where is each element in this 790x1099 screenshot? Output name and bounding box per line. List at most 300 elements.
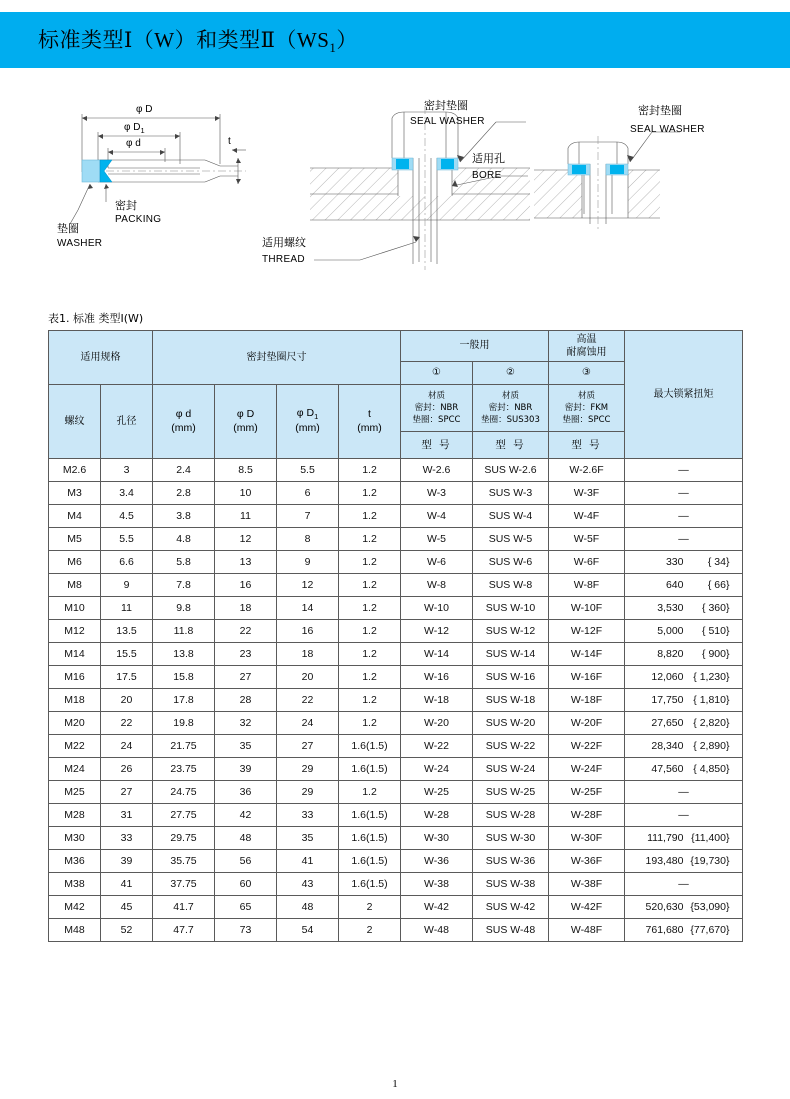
- cell-model-1: W-14: [401, 643, 473, 666]
- cell-thickness: 1.6(1.5): [339, 850, 401, 873]
- torque-bracket: { 900}: [702, 648, 730, 660]
- cell-outer-diameter: 65: [215, 896, 277, 919]
- cell-thickness: 1.2: [339, 551, 401, 574]
- header-col-pitch-diameter-unit: (mm): [295, 422, 320, 435]
- header-material-3-line2: 密封：FKM: [564, 402, 609, 413]
- cell-outer-diameter: 56: [215, 850, 277, 873]
- header-col-bore: 孔径: [101, 385, 153, 459]
- cell-pitch-diameter: 20: [277, 666, 339, 689]
- cell-thread: M48: [49, 919, 101, 942]
- torque-bracket: {11,400}: [691, 832, 730, 844]
- cell-thickness: 1.6(1.5): [339, 827, 401, 850]
- header-material-1: [401, 385, 473, 432]
- cell-thickness: 1.2: [339, 574, 401, 597]
- header-material-1-line1: 材质: [427, 390, 445, 401]
- torque-bracket: { 2,890}: [693, 740, 730, 752]
- figure-cross-section: [57, 92, 260, 262]
- cell-bore: 41: [101, 873, 153, 896]
- cell-model-2: SUS W-16: [473, 666, 549, 689]
- cell-model-1: W-38: [401, 873, 473, 896]
- cell-max-torque: [625, 896, 743, 919]
- cell-thread: M10: [49, 597, 101, 620]
- cell-model-3: W-22F: [549, 735, 625, 758]
- cell-thread: M5: [49, 528, 101, 551]
- cell-inner-diameter: 2.4: [153, 459, 215, 482]
- header-mark-1: ①: [401, 362, 473, 385]
- torque-bracket: {77,670}: [690, 924, 730, 936]
- cell-model-3: W-30F: [549, 827, 625, 850]
- table-row: [49, 528, 743, 551]
- torque-dash: —: [678, 510, 689, 522]
- cell-model-3: W-48F: [549, 919, 625, 942]
- cell-thickness: 2: [339, 919, 401, 942]
- torque-newton: 28,340: [651, 740, 684, 752]
- header-material-3-line3: 垫圈：SPCC: [562, 415, 611, 426]
- cell-pitch-diameter: 14: [277, 597, 339, 620]
- cell-model-2: SUS W-3: [473, 482, 549, 505]
- cell-thread: M28: [49, 804, 101, 827]
- cell-model-2: SUS W-18: [473, 689, 549, 712]
- page-title-main: 标准类型Ⅰ（W）和类型Ⅱ（WS: [38, 28, 330, 52]
- cell-bore: 4.5: [101, 505, 153, 528]
- cell-max-torque: [625, 459, 743, 482]
- cell-bore: 17.5: [101, 666, 153, 689]
- header-col-inner-diameter-unit: (mm): [171, 421, 196, 434]
- cell-inner-diameter: 7.8: [153, 574, 215, 597]
- torque-bracket: { 510}: [702, 625, 730, 637]
- header-col-outer-diameter-symbol: φ D: [236, 407, 255, 420]
- cell-model-3: W-24F: [549, 758, 625, 781]
- cell-thickness: 1.2: [339, 689, 401, 712]
- cell-bore: 27: [101, 781, 153, 804]
- table-row: [49, 758, 743, 781]
- cell-model-2: SUS W-22: [473, 735, 549, 758]
- header-material-1-line2: 密封：NBR: [414, 402, 459, 413]
- dimension-label-pitch-diameter-sub: 1: [140, 126, 145, 135]
- torque-dash: —: [678, 878, 689, 890]
- header-group-general: 一般用: [401, 331, 549, 362]
- cell-model-2: SUS W-5: [473, 528, 549, 551]
- cell-thickness: 1.2: [339, 505, 401, 528]
- seal-washer-label-cn: 密封垫圈: [424, 99, 468, 112]
- cell-max-torque: [625, 758, 743, 781]
- header-col-thickness-symbol: t: [368, 407, 371, 420]
- cell-model-2: SUS W-25: [473, 781, 549, 804]
- cell-max-torque: [625, 804, 743, 827]
- header-group-hightemp: [549, 331, 625, 362]
- cell-outer-diameter: 28: [215, 689, 277, 712]
- cell-bore: 31: [101, 804, 153, 827]
- torque-newton: 761,680: [645, 924, 684, 936]
- cell-max-torque: [625, 827, 743, 850]
- cell-max-torque: [625, 643, 743, 666]
- cell-model-2: SUS W-38: [473, 873, 549, 896]
- cell-model-2: SUS W-2.6: [473, 459, 549, 482]
- cell-model-2: SUS W-6: [473, 551, 549, 574]
- cell-model-3: W-3F: [549, 482, 625, 505]
- cell-model-3: W-14F: [549, 643, 625, 666]
- cell-inner-diameter: 27.75: [153, 804, 215, 827]
- header-group-hightemp-line1: 高温: [576, 333, 597, 345]
- torque-dash: —: [678, 487, 689, 499]
- cell-model-3: W-4F: [549, 505, 625, 528]
- dimension-label-pitch-diameter: [124, 122, 145, 135]
- cell-pitch-diameter: 22: [277, 689, 339, 712]
- table-caption: 表1. 标准 类型Ⅰ(W): [48, 312, 144, 325]
- torque-bracket: {53,090}: [690, 901, 730, 913]
- cell-model-1: W-3: [401, 482, 473, 505]
- cell-max-torque: [625, 505, 743, 528]
- cell-pitch-diameter: 29: [277, 781, 339, 804]
- header-torque: 最大锁紧扭矩: [625, 331, 743, 459]
- cell-model-1: W-16: [401, 666, 473, 689]
- cell-outer-diameter: 27: [215, 666, 277, 689]
- cell-bore: 6.6: [101, 551, 153, 574]
- cell-outer-diameter: 22: [215, 620, 277, 643]
- cell-pitch-diameter: 35: [277, 827, 339, 850]
- cell-model-3: W-20F: [549, 712, 625, 735]
- cell-inner-diameter: 11.8: [153, 620, 215, 643]
- cell-thread: M42: [49, 896, 101, 919]
- table-body: [49, 459, 743, 942]
- dimension-label-inner-diameter: φ d: [126, 138, 141, 149]
- cell-inner-diameter: 37.75: [153, 873, 215, 896]
- page-title-subscript: 1: [329, 40, 337, 56]
- thread-label-en: THREAD: [262, 254, 305, 265]
- torque-newton: 520,630: [645, 901, 684, 913]
- cell-outer-diameter: 8.5: [215, 459, 277, 482]
- torque-bracket: { 360}: [702, 602, 730, 614]
- cell-pitch-diameter: 12: [277, 574, 339, 597]
- page-number: 1: [392, 1078, 398, 1090]
- packing-label-en: PACKING: [115, 214, 162, 225]
- cell-max-torque: [625, 873, 743, 896]
- torque-newton: 47,560: [651, 763, 684, 775]
- cell-inner-diameter: 24.75: [153, 781, 215, 804]
- header-col-outer-diameter: [215, 385, 277, 459]
- cell-model-3: W-16F: [549, 666, 625, 689]
- torque-bracket: {19,730}: [690, 855, 730, 867]
- cell-thread: M36: [49, 850, 101, 873]
- cell-max-torque: [625, 574, 743, 597]
- header-material-2: [473, 385, 549, 432]
- cell-model-3: W-42F: [549, 896, 625, 919]
- cell-pitch-diameter: 18: [277, 643, 339, 666]
- table-row: [49, 459, 743, 482]
- cell-model-1: W-18: [401, 689, 473, 712]
- table-row: [49, 735, 743, 758]
- cell-inner-diameter: 21.75: [153, 735, 215, 758]
- torque-newton: 640: [665, 579, 684, 591]
- cell-inner-diameter: 17.8: [153, 689, 215, 712]
- cell-pitch-diameter: 7: [277, 505, 339, 528]
- bore-label-en: BORE: [472, 170, 502, 181]
- cell-model-3: W-36F: [549, 850, 625, 873]
- cell-model-2: SUS W-24: [473, 758, 549, 781]
- cell-model-1: W-48: [401, 919, 473, 942]
- cell-max-torque: [625, 528, 743, 551]
- cell-thread: M2.6: [49, 459, 101, 482]
- table-row: [49, 896, 743, 919]
- cell-max-torque: [625, 712, 743, 735]
- figure-row: [0, 92, 790, 292]
- header-col-thickness-unit: (mm): [357, 421, 382, 434]
- cell-model-1: W-4: [401, 505, 473, 528]
- cell-model-2: SUS W-28: [473, 804, 549, 827]
- cell-model-1: W-20: [401, 712, 473, 735]
- cell-inner-diameter: 13.8: [153, 643, 215, 666]
- seal-washer-label-en: SEAL WASHER: [410, 116, 485, 127]
- washer-label-en: WASHER: [57, 238, 103, 249]
- cell-bore: 22: [101, 712, 153, 735]
- torque-newton: 8,820: [657, 648, 684, 660]
- torque-newton: 12,060: [651, 671, 684, 683]
- cell-inner-diameter: 41.7: [153, 896, 215, 919]
- cell-pitch-diameter: 27: [277, 735, 339, 758]
- torque-dash: —: [678, 809, 689, 821]
- header-material-2-line2: 密封：NBR: [488, 402, 533, 413]
- cell-model-1: W-30: [401, 827, 473, 850]
- cell-inner-diameter: 29.75: [153, 827, 215, 850]
- cell-model-1: W-8: [401, 574, 473, 597]
- cell-inner-diameter: 3.8: [153, 505, 215, 528]
- cell-model-3: W-2.6F: [549, 459, 625, 482]
- header-model-2: 型 号: [473, 432, 549, 459]
- header-group-dimensions: 密封垫圈尺寸: [153, 331, 401, 385]
- cell-model-1: W-12: [401, 620, 473, 643]
- header-col-outer-diameter-unit: (mm): [233, 421, 258, 434]
- torque-newton: 330: [665, 556, 684, 568]
- cell-bore: 11: [101, 597, 153, 620]
- header-mark-2: ②: [473, 362, 549, 385]
- header-material-3: [549, 385, 625, 432]
- cell-pitch-diameter: 43: [277, 873, 339, 896]
- cell-bore: 45: [101, 896, 153, 919]
- cell-max-torque: [625, 781, 743, 804]
- cell-max-torque: [625, 735, 743, 758]
- cell-thread: M24: [49, 758, 101, 781]
- cell-outer-diameter: 16: [215, 574, 277, 597]
- cell-bore: 39: [101, 850, 153, 873]
- header-material-2-line3: 垫圈：SUS303: [481, 415, 540, 426]
- header-col-pitch-diameter-sub: 1: [314, 412, 319, 422]
- table-row: [49, 620, 743, 643]
- cell-model-1: W-28: [401, 804, 473, 827]
- cell-outer-diameter: 12: [215, 528, 277, 551]
- cell-thickness: 1.2: [339, 643, 401, 666]
- header-col-inner-diameter-symbol: φ d: [175, 407, 192, 420]
- header-col-pitch-diameter-symbol: φ D: [296, 407, 315, 420]
- header-col-inner-diameter: [153, 385, 215, 459]
- header-material-3-line1: 材质: [577, 390, 595, 401]
- torque-bracket: { 66}: [707, 579, 730, 591]
- torque-bracket: { 2,820}: [693, 717, 730, 729]
- cell-bore: 20: [101, 689, 153, 712]
- washer-label-cn: 垫圈: [57, 222, 79, 235]
- cell-max-torque: [625, 919, 743, 942]
- cell-bore: 33: [101, 827, 153, 850]
- torque-dash: —: [678, 786, 689, 798]
- cell-inner-diameter: 23.75: [153, 758, 215, 781]
- cell-model-2: SUS W-36: [473, 850, 549, 873]
- cell-thread: M14: [49, 643, 101, 666]
- cell-model-1: W-25: [401, 781, 473, 804]
- cell-thickness: 1.6(1.5): [339, 735, 401, 758]
- cell-pitch-diameter: 41: [277, 850, 339, 873]
- cell-thread: M38: [49, 873, 101, 896]
- table-header: [49, 331, 743, 459]
- cell-bore: 3: [101, 459, 153, 482]
- page-title: [38, 24, 358, 56]
- cell-bore: 9: [101, 574, 153, 597]
- cell-model-3: W-38F: [549, 873, 625, 896]
- torque-newton: 111,790: [647, 832, 684, 844]
- bore-label-cn: 适用孔: [472, 152, 505, 165]
- cell-max-torque: [625, 850, 743, 873]
- cell-bore: 26: [101, 758, 153, 781]
- torque-bracket: { 4,850}: [693, 763, 730, 775]
- cell-outer-diameter: 42: [215, 804, 277, 827]
- cell-thickness: 2: [339, 896, 401, 919]
- cell-inner-diameter: 5.8: [153, 551, 215, 574]
- cell-model-3: W-18F: [549, 689, 625, 712]
- torque-bracket: { 34}: [707, 556, 730, 568]
- cell-inner-diameter: 15.8: [153, 666, 215, 689]
- cell-thickness: 1.2: [339, 459, 401, 482]
- cell-inner-diameter: 47.7: [153, 919, 215, 942]
- cell-max-torque: [625, 689, 743, 712]
- torque-newton: 5,000: [657, 625, 684, 637]
- cell-model-3: W-6F: [549, 551, 625, 574]
- table-row: [49, 850, 743, 873]
- header-material-1-line3: 垫圈：SPCC: [412, 415, 461, 426]
- cell-outer-diameter: 32: [215, 712, 277, 735]
- packing-label-cn: 密封: [115, 199, 137, 212]
- cell-thickness: 1.6(1.5): [339, 804, 401, 827]
- cell-pitch-diameter: 5.5: [277, 459, 339, 482]
- cell-outer-diameter: 13: [215, 551, 277, 574]
- header-group-spec: 适用规格: [49, 331, 153, 385]
- cell-model-3: W-28F: [549, 804, 625, 827]
- cell-inner-diameter: 9.8: [153, 597, 215, 620]
- cell-model-2: SUS W-42: [473, 896, 549, 919]
- cell-outer-diameter: 48: [215, 827, 277, 850]
- cell-inner-diameter: 4.8: [153, 528, 215, 551]
- cell-bore: 24: [101, 735, 153, 758]
- torque-dash: —: [678, 533, 689, 545]
- cell-thickness: 1.6(1.5): [339, 873, 401, 896]
- cell-thread: M6: [49, 551, 101, 574]
- cell-bore: 13.5: [101, 620, 153, 643]
- cell-thread: M4: [49, 505, 101, 528]
- cell-model-1: W-22: [401, 735, 473, 758]
- dimension-label-thickness: t: [228, 136, 231, 147]
- cell-thickness: 1.2: [339, 781, 401, 804]
- cell-max-torque: [625, 620, 743, 643]
- header-row-groups: [49, 331, 743, 362]
- cell-max-torque: [625, 482, 743, 505]
- cell-thread: M8: [49, 574, 101, 597]
- cell-thickness: 1.2: [339, 620, 401, 643]
- cell-bore: 3.4: [101, 482, 153, 505]
- cell-outer-diameter: 60: [215, 873, 277, 896]
- cell-bore: 5.5: [101, 528, 153, 551]
- table-row: [49, 574, 743, 597]
- cell-thread: M25: [49, 781, 101, 804]
- cell-outer-diameter: 11: [215, 505, 277, 528]
- page-title-tail: ）: [336, 28, 358, 52]
- cell-model-3: W-5F: [549, 528, 625, 551]
- cell-thread: M16: [49, 666, 101, 689]
- table-row: [49, 781, 743, 804]
- table-row: [49, 827, 743, 850]
- table-row: [49, 804, 743, 827]
- cell-pitch-diameter: 9: [277, 551, 339, 574]
- cell-model-3: W-10F: [549, 597, 625, 620]
- cell-pitch-diameter: 29: [277, 758, 339, 781]
- table-row: [49, 666, 743, 689]
- cell-pitch-diameter: 24: [277, 712, 339, 735]
- cell-outer-diameter: 36: [215, 781, 277, 804]
- torque-bracket: { 1,810}: [693, 694, 730, 706]
- cell-thread: M12: [49, 620, 101, 643]
- table-row: [49, 551, 743, 574]
- torque-bracket: { 1,230}: [693, 671, 730, 683]
- cell-thread: M18: [49, 689, 101, 712]
- table-row: [49, 597, 743, 620]
- cell-model-1: W-42: [401, 896, 473, 919]
- cell-model-2: SUS W-8: [473, 574, 549, 597]
- cell-outer-diameter: 73: [215, 919, 277, 942]
- cell-model-3: W-12F: [549, 620, 625, 643]
- header-col-thread: 螺纹: [49, 385, 101, 459]
- cell-thread: M20: [49, 712, 101, 735]
- cell-thickness: 1.2: [339, 528, 401, 551]
- cell-thread: M3: [49, 482, 101, 505]
- table-row: [49, 643, 743, 666]
- torque-newton: 193,480: [645, 855, 684, 867]
- cell-pitch-diameter: 33: [277, 804, 339, 827]
- cell-outer-diameter: 18: [215, 597, 277, 620]
- cell-model-1: W-10: [401, 597, 473, 620]
- table-row: [49, 712, 743, 735]
- cell-inner-diameter: 2.8: [153, 482, 215, 505]
- torque-newton: 17,750: [651, 694, 684, 706]
- cell-model-3: W-8F: [549, 574, 625, 597]
- cell-thickness: 1.2: [339, 597, 401, 620]
- cell-model-1: W-5: [401, 528, 473, 551]
- cell-model-2: SUS W-20: [473, 712, 549, 735]
- cell-thickness: 1.2: [339, 482, 401, 505]
- cell-thread: M30: [49, 827, 101, 850]
- cell-bore: 52: [101, 919, 153, 942]
- spec-table: [48, 330, 743, 942]
- thread-label-cn: 适用螺纹: [262, 236, 306, 249]
- cell-max-torque: [625, 666, 743, 689]
- header-model-3: 型 号: [549, 432, 625, 459]
- header-model-1: 型 号: [401, 432, 473, 459]
- torque-newton: 3,530: [657, 602, 684, 614]
- table-row: [49, 689, 743, 712]
- cell-outer-diameter: 10: [215, 482, 277, 505]
- torque-dash: —: [678, 464, 689, 476]
- seal-washer-label-cn-3: 密封垫圈: [638, 104, 682, 117]
- cell-pitch-diameter: 16: [277, 620, 339, 643]
- torque-newton: 27,650: [651, 717, 684, 729]
- header-col-pitch-diameter: [277, 385, 339, 459]
- cell-thickness: 1.6(1.5): [339, 758, 401, 781]
- cell-outer-diameter: 23: [215, 643, 277, 666]
